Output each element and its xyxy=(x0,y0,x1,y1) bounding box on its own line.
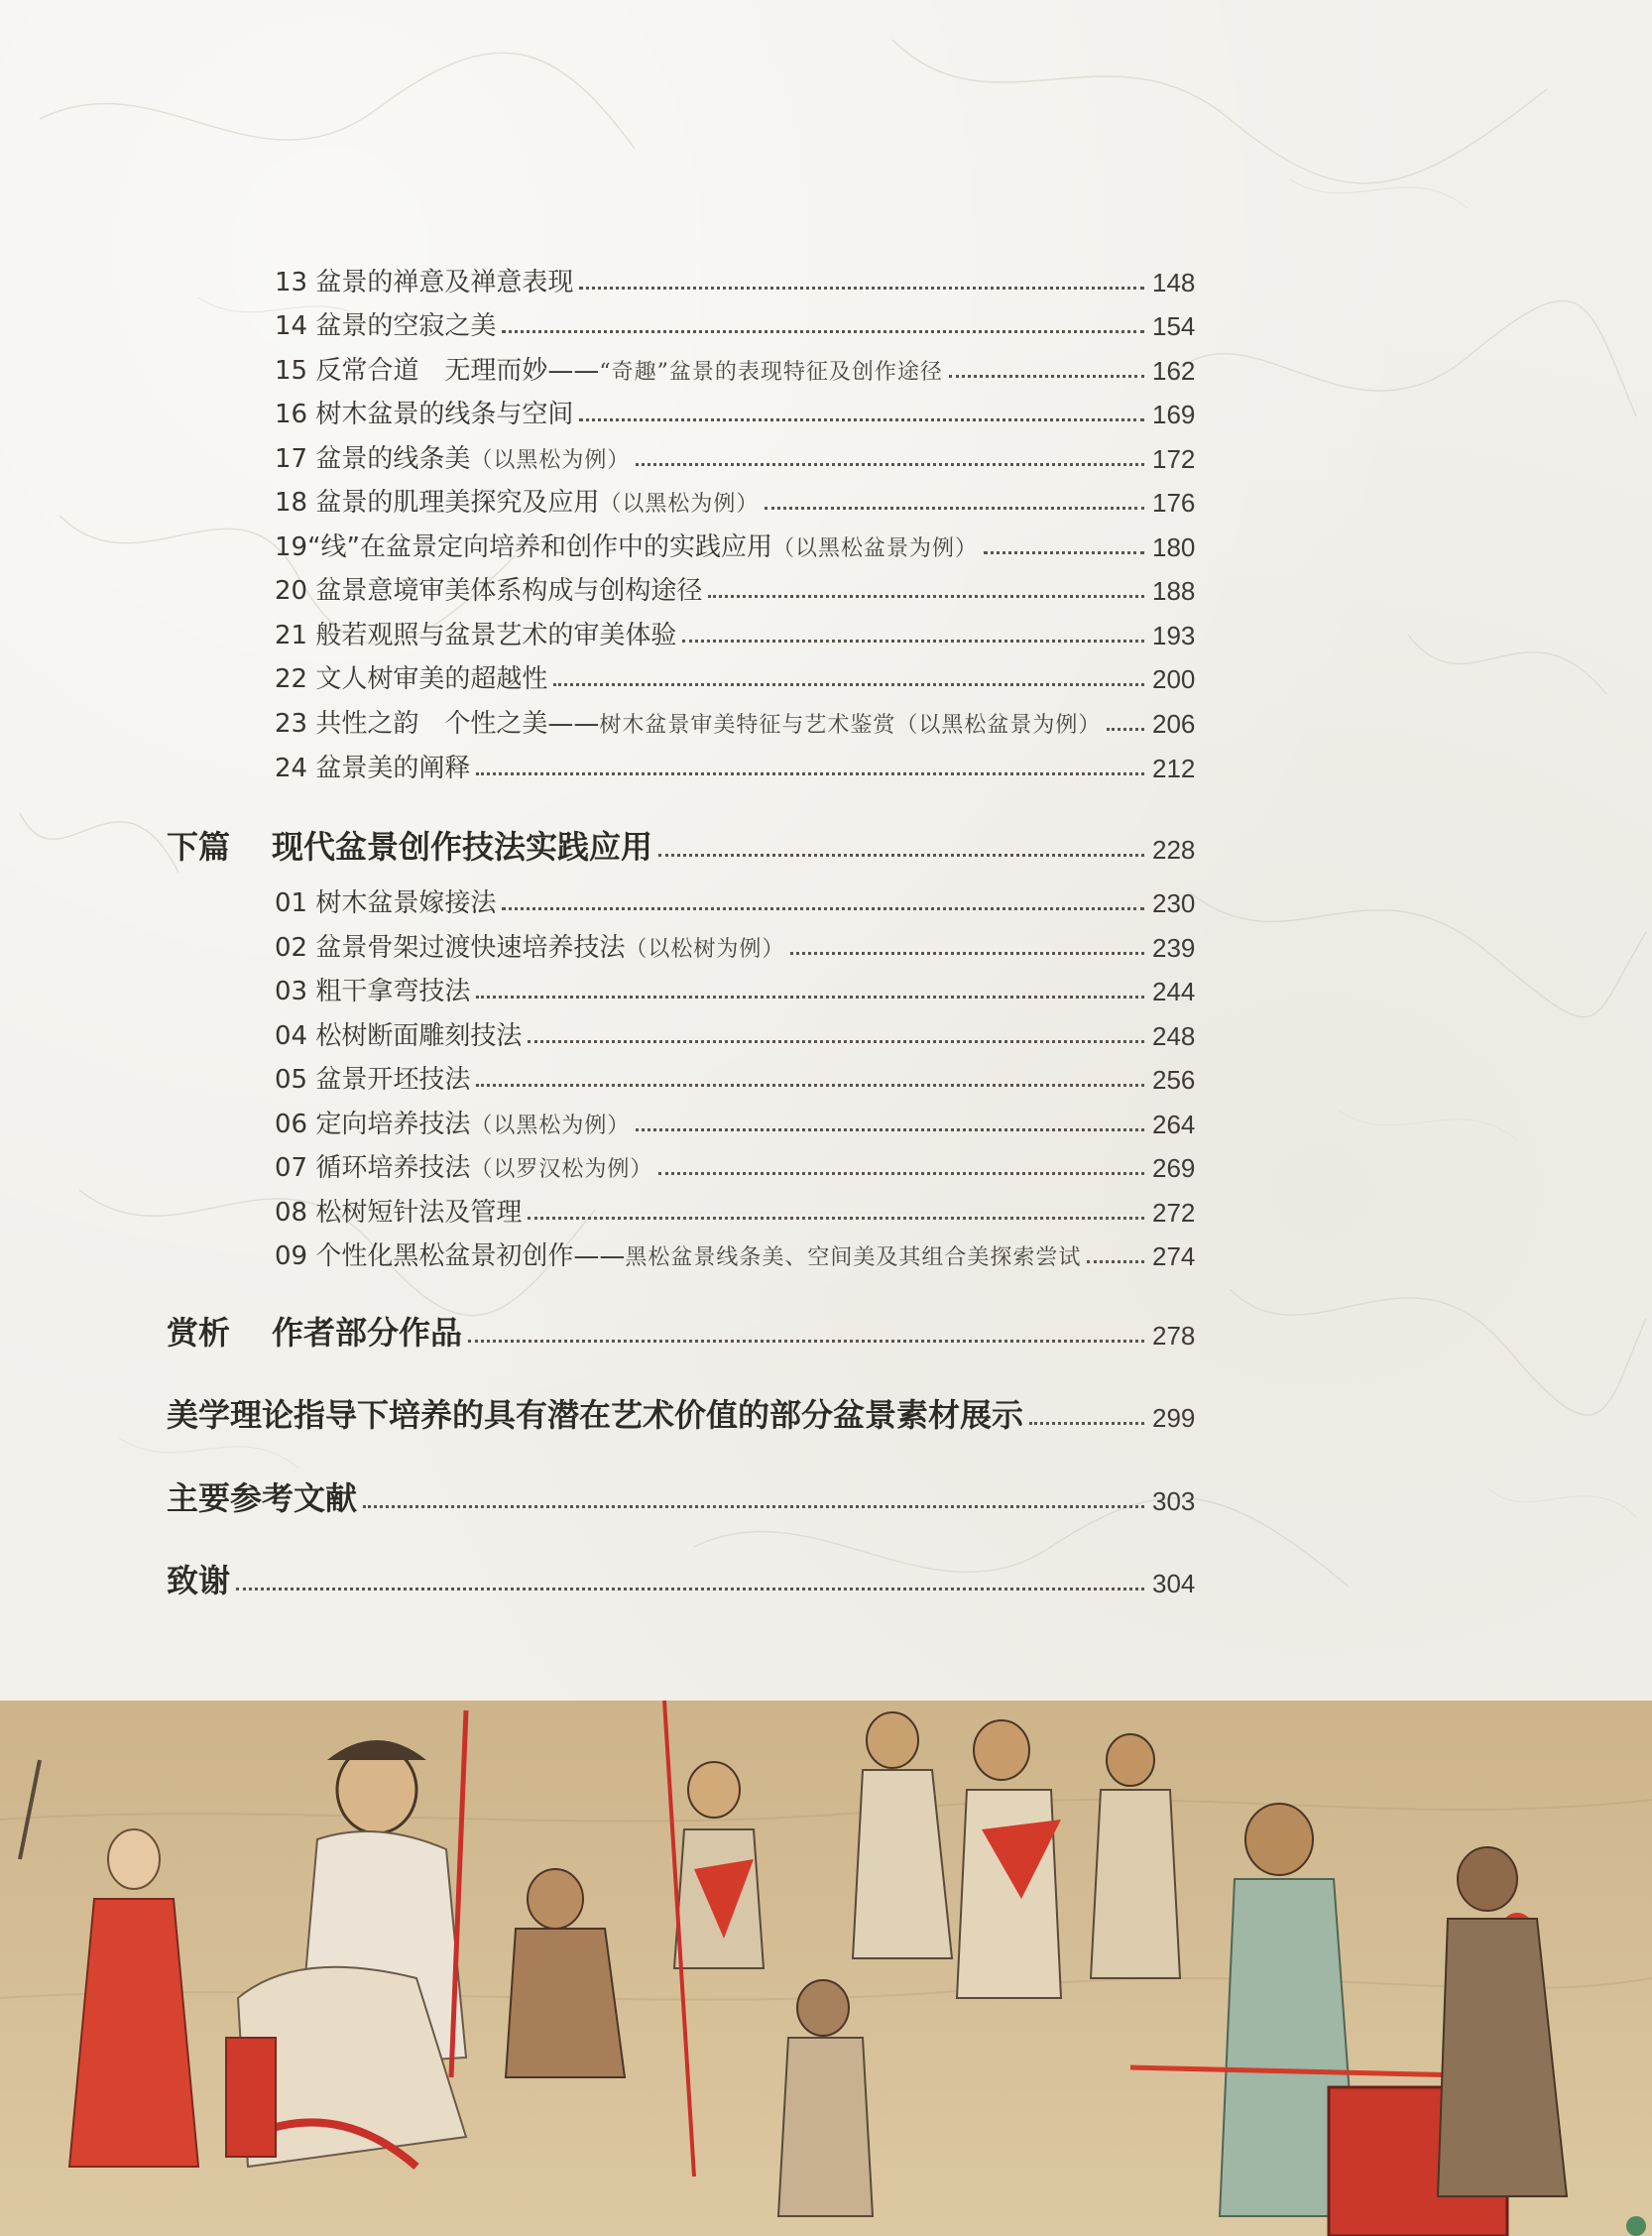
entry-title-text: 21 般若观照与盆景艺术的审美体验 xyxy=(275,621,677,650)
entry-title-text: 18 盆景的肌理美探究及应用 xyxy=(275,488,600,518)
dot-leader xyxy=(502,330,1144,333)
toc-entry[interactable] xyxy=(0,1230,1652,1269)
entry-title xyxy=(275,1200,522,1226)
toc-entry[interactable] xyxy=(0,1009,1652,1049)
toc-entry[interactable] xyxy=(0,1186,1652,1226)
page-number: 193 xyxy=(1152,621,1196,650)
entry-title xyxy=(275,270,573,295)
dot-leader xyxy=(363,1505,1144,1508)
entry-title xyxy=(275,534,978,560)
toc-entry[interactable] xyxy=(0,697,1652,737)
entry-title xyxy=(275,1067,470,1093)
part-title xyxy=(167,1396,1024,1434)
toc-entry[interactable] xyxy=(0,742,1652,781)
toc-part[interactable] xyxy=(0,1391,1652,1434)
entry-title xyxy=(275,979,470,1004)
page-number: 239 xyxy=(1152,933,1196,963)
toc-entry[interactable] xyxy=(0,476,1652,516)
toc-entry[interactable] xyxy=(0,432,1652,472)
dot-leader xyxy=(708,595,1144,598)
dot-leader xyxy=(1029,1422,1144,1425)
entry-title-text: 16 树木盆景的线条与空间 xyxy=(275,400,574,429)
part-title xyxy=(167,828,653,866)
entry-note: 黑松盆景线条美、空间美及其组合美探索尝试 xyxy=(625,1245,1082,1270)
dot-leader xyxy=(236,1588,1144,1590)
entry-title-text: 17 盆景的线条美 xyxy=(275,444,471,474)
dot-leader xyxy=(528,1040,1144,1043)
entry-title xyxy=(275,666,547,692)
dot-leader xyxy=(658,854,1144,857)
entry-title xyxy=(275,1243,1081,1269)
page-number: 228 xyxy=(1152,835,1196,865)
entry-title-text: 07 循环培养技法 xyxy=(275,1153,471,1183)
entry-note: （以黑松为例） xyxy=(470,448,631,473)
part-keyword: 下篇 xyxy=(167,828,231,866)
entry-title xyxy=(275,1023,522,1049)
entry-note: （以黑松为例） xyxy=(599,492,760,517)
entry-title xyxy=(275,890,496,916)
painting-illustration xyxy=(0,1701,1652,2236)
entry-title-text: 01 树木盆景嫁接法 xyxy=(275,888,497,918)
page-number: 244 xyxy=(1152,977,1196,1006)
dot-leader xyxy=(579,418,1144,421)
entry-title-text: 14 盆景的空寂之美 xyxy=(275,311,497,341)
page-number: 176 xyxy=(1152,488,1196,518)
entry-title xyxy=(275,1155,652,1181)
toc-entry[interactable] xyxy=(0,1098,1652,1137)
part-title-text: 现代盆景创作技法实践应用 xyxy=(272,828,653,866)
dot-leader xyxy=(636,463,1144,466)
entry-note: （以松树为例） xyxy=(625,937,785,962)
entry-title-text: 06 定向培养技法 xyxy=(275,1110,471,1139)
part-title-text: 致谢 xyxy=(167,1562,231,1599)
page-number: 256 xyxy=(1152,1065,1196,1095)
part-title xyxy=(167,1562,231,1599)
entry-note: （以罗汉松为例） xyxy=(470,1157,653,1182)
entry-title-text: 19“线”在盆景定向培养和创作中的实践应用 xyxy=(275,532,773,562)
toc-entry[interactable] xyxy=(0,521,1652,560)
page-number: 274 xyxy=(1152,1241,1196,1271)
dot-leader xyxy=(949,375,1144,378)
page-number: 180 xyxy=(1152,532,1196,562)
dot-leader xyxy=(579,287,1144,290)
page-number: 200 xyxy=(1152,664,1196,694)
entry-title xyxy=(275,1112,630,1137)
toc-entry[interactable] xyxy=(0,344,1652,384)
figure-painting xyxy=(0,1701,1652,2236)
dot-leader xyxy=(790,952,1144,955)
dot-leader xyxy=(1107,728,1144,731)
part-title xyxy=(167,1314,463,1352)
entry-title-text: 03 粗干拿弯技法 xyxy=(275,977,471,1006)
part-title-text: 作者部分作品 xyxy=(272,1314,463,1352)
entry-title xyxy=(275,711,1101,737)
entry-title-text: 15 反常合道 无理而妙—— xyxy=(275,356,600,386)
page-number: 303 xyxy=(1152,1486,1196,1516)
entry-title xyxy=(275,490,759,516)
page-number: 278 xyxy=(1152,1321,1196,1351)
page-number: 212 xyxy=(1152,754,1196,783)
part-keyword: 赏析 xyxy=(167,1314,231,1352)
toc-part[interactable] xyxy=(0,1557,1652,1599)
dot-leader xyxy=(502,907,1144,910)
page-number: 172 xyxy=(1152,444,1196,474)
dot-leader xyxy=(658,1172,1144,1175)
entry-title xyxy=(275,623,676,648)
entry-title xyxy=(275,358,943,384)
dot-leader xyxy=(528,1217,1144,1220)
dot-leader xyxy=(984,551,1144,554)
toc-entry[interactable] xyxy=(0,921,1652,961)
entry-title xyxy=(275,402,573,427)
entry-title xyxy=(275,935,784,961)
entry-note: “奇趣”盆景的表现特征及创作途径 xyxy=(599,360,943,385)
part-title-text: 美学理论指导下培养的具有潜在艺术价值的部分盆景素材展示 xyxy=(167,1396,1024,1434)
dot-leader xyxy=(553,683,1144,686)
page-number: 169 xyxy=(1152,400,1196,429)
toc-entry[interactable] xyxy=(0,299,1652,339)
page-number: 148 xyxy=(1152,268,1196,297)
entry-title xyxy=(275,756,470,781)
entry-title-text: 05 盆景开坯技法 xyxy=(275,1065,471,1095)
page-number: 264 xyxy=(1152,1110,1196,1139)
dot-leader xyxy=(636,1128,1144,1131)
page-number: 206 xyxy=(1152,709,1196,739)
toc-entry[interactable] xyxy=(0,609,1652,648)
entry-title xyxy=(275,578,702,604)
entry-title xyxy=(275,313,496,339)
toc-part[interactable] xyxy=(0,1474,1652,1517)
toc-entry[interactable] xyxy=(0,965,1652,1004)
dot-leader xyxy=(1087,1260,1144,1263)
toc-part[interactable] xyxy=(0,1309,1652,1352)
toc-entry[interactable] xyxy=(0,1141,1652,1181)
dot-leader xyxy=(682,640,1144,643)
page-number: 230 xyxy=(1152,888,1196,918)
toc-entry[interactable] xyxy=(0,652,1652,692)
entry-title-text: 08 松树短针法及管理 xyxy=(275,1198,523,1228)
entry-title xyxy=(275,446,630,472)
page-number: 299 xyxy=(1152,1403,1196,1433)
toc-part[interactable] xyxy=(0,823,1652,866)
part-title-text: 主要参考文献 xyxy=(167,1479,358,1517)
dot-leader xyxy=(476,772,1144,775)
entry-title-text: 20 盆景意境审美体系构成与创构途径 xyxy=(275,576,703,606)
entry-note: 树木盆景审美特征与艺术鉴赏（以黑松盆景为例） xyxy=(599,713,1102,738)
toc-entry[interactable] xyxy=(0,388,1652,427)
entry-title-text: 09 个性化黑松盆景初创作—— xyxy=(275,1241,626,1271)
entry-title-text: 22 文人树审美的超越性 xyxy=(275,664,548,694)
page-number: 248 xyxy=(1152,1021,1196,1051)
entry-note: （以黑松为例） xyxy=(470,1114,631,1138)
entry-note: （以黑松盆景为例） xyxy=(772,536,979,561)
dot-leader xyxy=(476,1084,1144,1087)
toc-entry[interactable] xyxy=(0,1053,1652,1093)
toc-entry[interactable] xyxy=(0,256,1652,295)
entry-title-text: 02 盆景骨架过渡快速培养技法 xyxy=(275,933,626,963)
toc-entry[interactable] xyxy=(0,877,1652,916)
entry-title-text: 04 松树断面雕刻技法 xyxy=(275,1021,523,1051)
page-number: 269 xyxy=(1152,1153,1196,1183)
entry-title-text: 13 盆景的禅意及禅意表现 xyxy=(275,268,574,297)
page-number: 272 xyxy=(1152,1198,1196,1228)
page-number: 154 xyxy=(1152,311,1196,341)
page-number: 162 xyxy=(1152,356,1196,386)
page-number: 188 xyxy=(1152,576,1196,606)
page-number: 304 xyxy=(1152,1569,1196,1598)
entry-title-text: 23 共性之韵 个性之美—— xyxy=(275,709,600,739)
dot-leader xyxy=(765,507,1144,510)
toc-entry[interactable] xyxy=(0,564,1652,604)
dot-leader xyxy=(476,996,1144,999)
part-title xyxy=(167,1479,358,1517)
entry-title-text: 24 盆景美的阐释 xyxy=(275,754,471,783)
dot-leader xyxy=(468,1340,1144,1343)
